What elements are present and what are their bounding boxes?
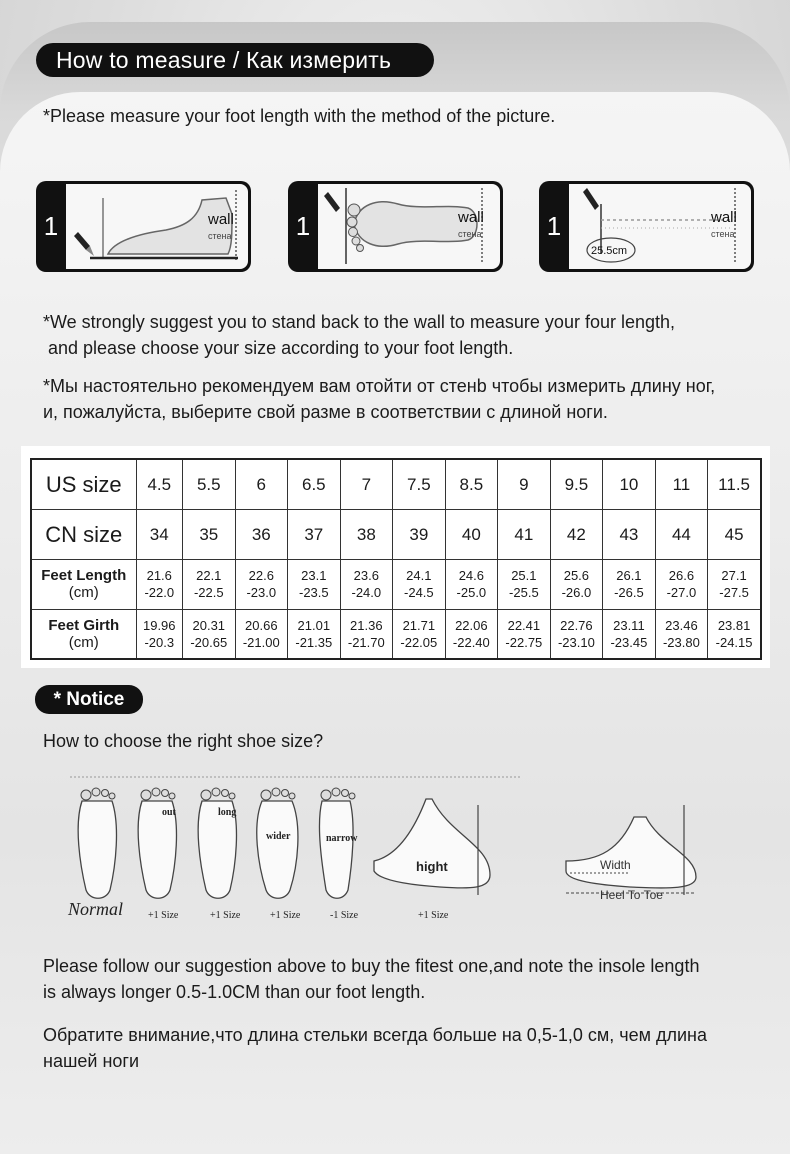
cn-size-cell: 38 [340, 509, 393, 559]
feet-length-cell: 22.1 -22.5 [183, 559, 236, 609]
us-size-header: US size [31, 459, 136, 509]
notice-badge: * Notice [35, 685, 143, 714]
feet-girth-cell: 21.71 -22.05 [393, 609, 446, 659]
page-title: How to measure / Как измерить [36, 43, 434, 77]
feet-fit-guide [60, 765, 770, 930]
feet-length-cell: 26.6 -27.0 [655, 559, 708, 609]
us-size-cell: 9.5 [550, 459, 603, 509]
us-size-cell: 9 [498, 459, 551, 509]
size-chart [21, 446, 770, 668]
step-number: 1 [43, 211, 59, 241]
minus-one-size-label: -1 Size [330, 910, 359, 921]
cn-size-cell: 39 [393, 509, 446, 559]
footer-en-line1: Please follow our suggestion above to buy the fitest one,and note the insole length [43, 956, 700, 976]
feet-length-cell: 23.6 -24.0 [340, 559, 393, 609]
feet-girth-cell: 19.96 -20.3 [136, 609, 183, 659]
wall-label-ru: стена [208, 231, 232, 241]
cn-size-cell: 35 [183, 509, 236, 559]
feet-girth-cell: 22.06 -22.40 [445, 609, 498, 659]
feet-girth-label: Feet Girth [48, 616, 120, 634]
wall-label: wall [208, 211, 234, 228]
cn-size-cell: 37 [288, 509, 341, 559]
feet-girth-unit: (cm) [68, 633, 99, 651]
heel-to-toe-label: Heel To Toe [600, 888, 663, 902]
hight-label: hight [416, 859, 448, 874]
feet-length-cell: 23.1 -23.5 [288, 559, 341, 609]
feet-length-cell: 25.1 -25.5 [498, 559, 551, 609]
plus-one-size-label: +1 Size [210, 910, 241, 921]
feet-length-unit: (cm) [68, 584, 99, 601]
feet-girth-cell: 23.46 -23.80 [655, 609, 708, 659]
feet-length-header [31, 559, 136, 609]
plus-one-size-label: +1 Size [418, 910, 449, 921]
width-label: Width [600, 858, 631, 872]
cn-size-cell: 41 [498, 509, 551, 559]
us-size-cell: 6.5 [288, 459, 341, 509]
us-size-cell: 5.5 [183, 459, 236, 509]
plus-one-size-label: +1 Size [270, 910, 301, 921]
feet-length-cell: 22.6 -23.0 [235, 559, 288, 609]
suggest-en-line2: and please choose your size according to your foot length. [48, 338, 514, 358]
out-label: out [162, 807, 176, 818]
cn-size-cell: 36 [235, 509, 288, 559]
feet-length-label: Feet Length [41, 567, 127, 584]
wider-label: wider [266, 831, 291, 842]
feet-girth-cell: 22.41 -22.75 [498, 609, 551, 659]
long-label: long [218, 807, 237, 818]
step-number: 1 [546, 211, 562, 241]
normal-label: Normal [68, 899, 124, 919]
plus-one-size-label: +1 Size [148, 910, 179, 921]
us-size-row [31, 459, 761, 509]
suggest-ru-line2: и, пожалуйста, выберите свой разме в соответствии с длиной ноги. [43, 402, 608, 422]
feet-length-cell: 27.1 -27.5 [708, 559, 761, 609]
feet-length-cell: 21.6 -22.0 [136, 559, 183, 609]
notice-question: How to choose the right shoe size? [43, 731, 324, 751]
footer-ru-line1: Обратите внимание,что длина стельки всегда больше на 0,5-1,0 см, чем длина [43, 1025, 707, 1045]
step-number: 1 [295, 211, 311, 241]
cn-size-cell: 45 [708, 509, 761, 559]
cn-size-cell: 43 [603, 509, 656, 559]
feet-girth-cell: 20.31 -20.65 [183, 609, 236, 659]
us-size-cell: 7.5 [393, 459, 446, 509]
cn-size-cell: 44 [655, 509, 708, 559]
cn-size-row [31, 509, 761, 559]
us-size-cell: 11.5 [708, 459, 761, 509]
feet-girth-cell: 20.66 -21.00 [235, 609, 288, 659]
feet-girth-row [31, 609, 761, 659]
measure-card-side [36, 181, 251, 272]
narrow-label: narrow [326, 833, 358, 844]
cn-size-cell: 42 [550, 509, 603, 559]
cn-size-cell: 40 [445, 509, 498, 559]
intro-text: *Please measure your foot length with the method of the picture. [43, 106, 556, 126]
feet-length-cell: 25.6 -26.0 [550, 559, 603, 609]
feet-length-cell: 24.6 -25.0 [445, 559, 498, 609]
foot-side-illustration [66, 184, 248, 269]
cn-size-header: CN size [31, 509, 136, 559]
wall-label: wall [711, 209, 737, 226]
feet-length-row [31, 559, 761, 609]
feet-girth-header [31, 609, 136, 659]
size-table [30, 458, 762, 660]
us-size-cell: 8.5 [445, 459, 498, 509]
us-size-cell: 4.5 [136, 459, 183, 509]
foot-sole-illustration [318, 184, 500, 269]
wall-label-ru: стена [711, 229, 735, 239]
measure-card-sole [288, 181, 503, 272]
us-size-cell: 6 [235, 459, 288, 509]
wall-label-ru: стена [458, 229, 482, 239]
measure-card-ruler [539, 181, 754, 272]
feet-girth-cell: 23.81 -24.15 [708, 609, 761, 659]
feet-girth-cell: 21.36 -21.70 [340, 609, 393, 659]
suggest-ru-line1: *Мы настоятельно рекомендуем вам отойти от стенb чтобы измерить длину ног, [43, 376, 716, 396]
footer-en-line2: is always longer 0.5-1.0CM than our foot length. [43, 982, 426, 1002]
cn-size-cell: 34 [136, 509, 183, 559]
us-size-cell: 7 [340, 459, 393, 509]
footer-ru-line2: нашей ноги [43, 1051, 140, 1071]
suggest-en-line1: *We strongly suggest you to stand back to the wall to measure your four length, [43, 312, 676, 332]
feet-girth-cell: 22.76 -23.10 [550, 609, 603, 659]
feet-length-cell: 26.1 -26.5 [603, 559, 656, 609]
ruler-illustration [569, 184, 751, 269]
us-size-cell: 11 [655, 459, 708, 509]
feet-girth-cell: 21.01 -21.35 [288, 609, 341, 659]
us-size-cell: 10 [603, 459, 656, 509]
feet-length-cell: 24.1 -24.5 [393, 559, 446, 609]
wall-label: wall [458, 209, 484, 226]
measure-value: 25.5cm [591, 245, 628, 257]
feet-girth-cell: 23.11 -23.45 [603, 609, 656, 659]
